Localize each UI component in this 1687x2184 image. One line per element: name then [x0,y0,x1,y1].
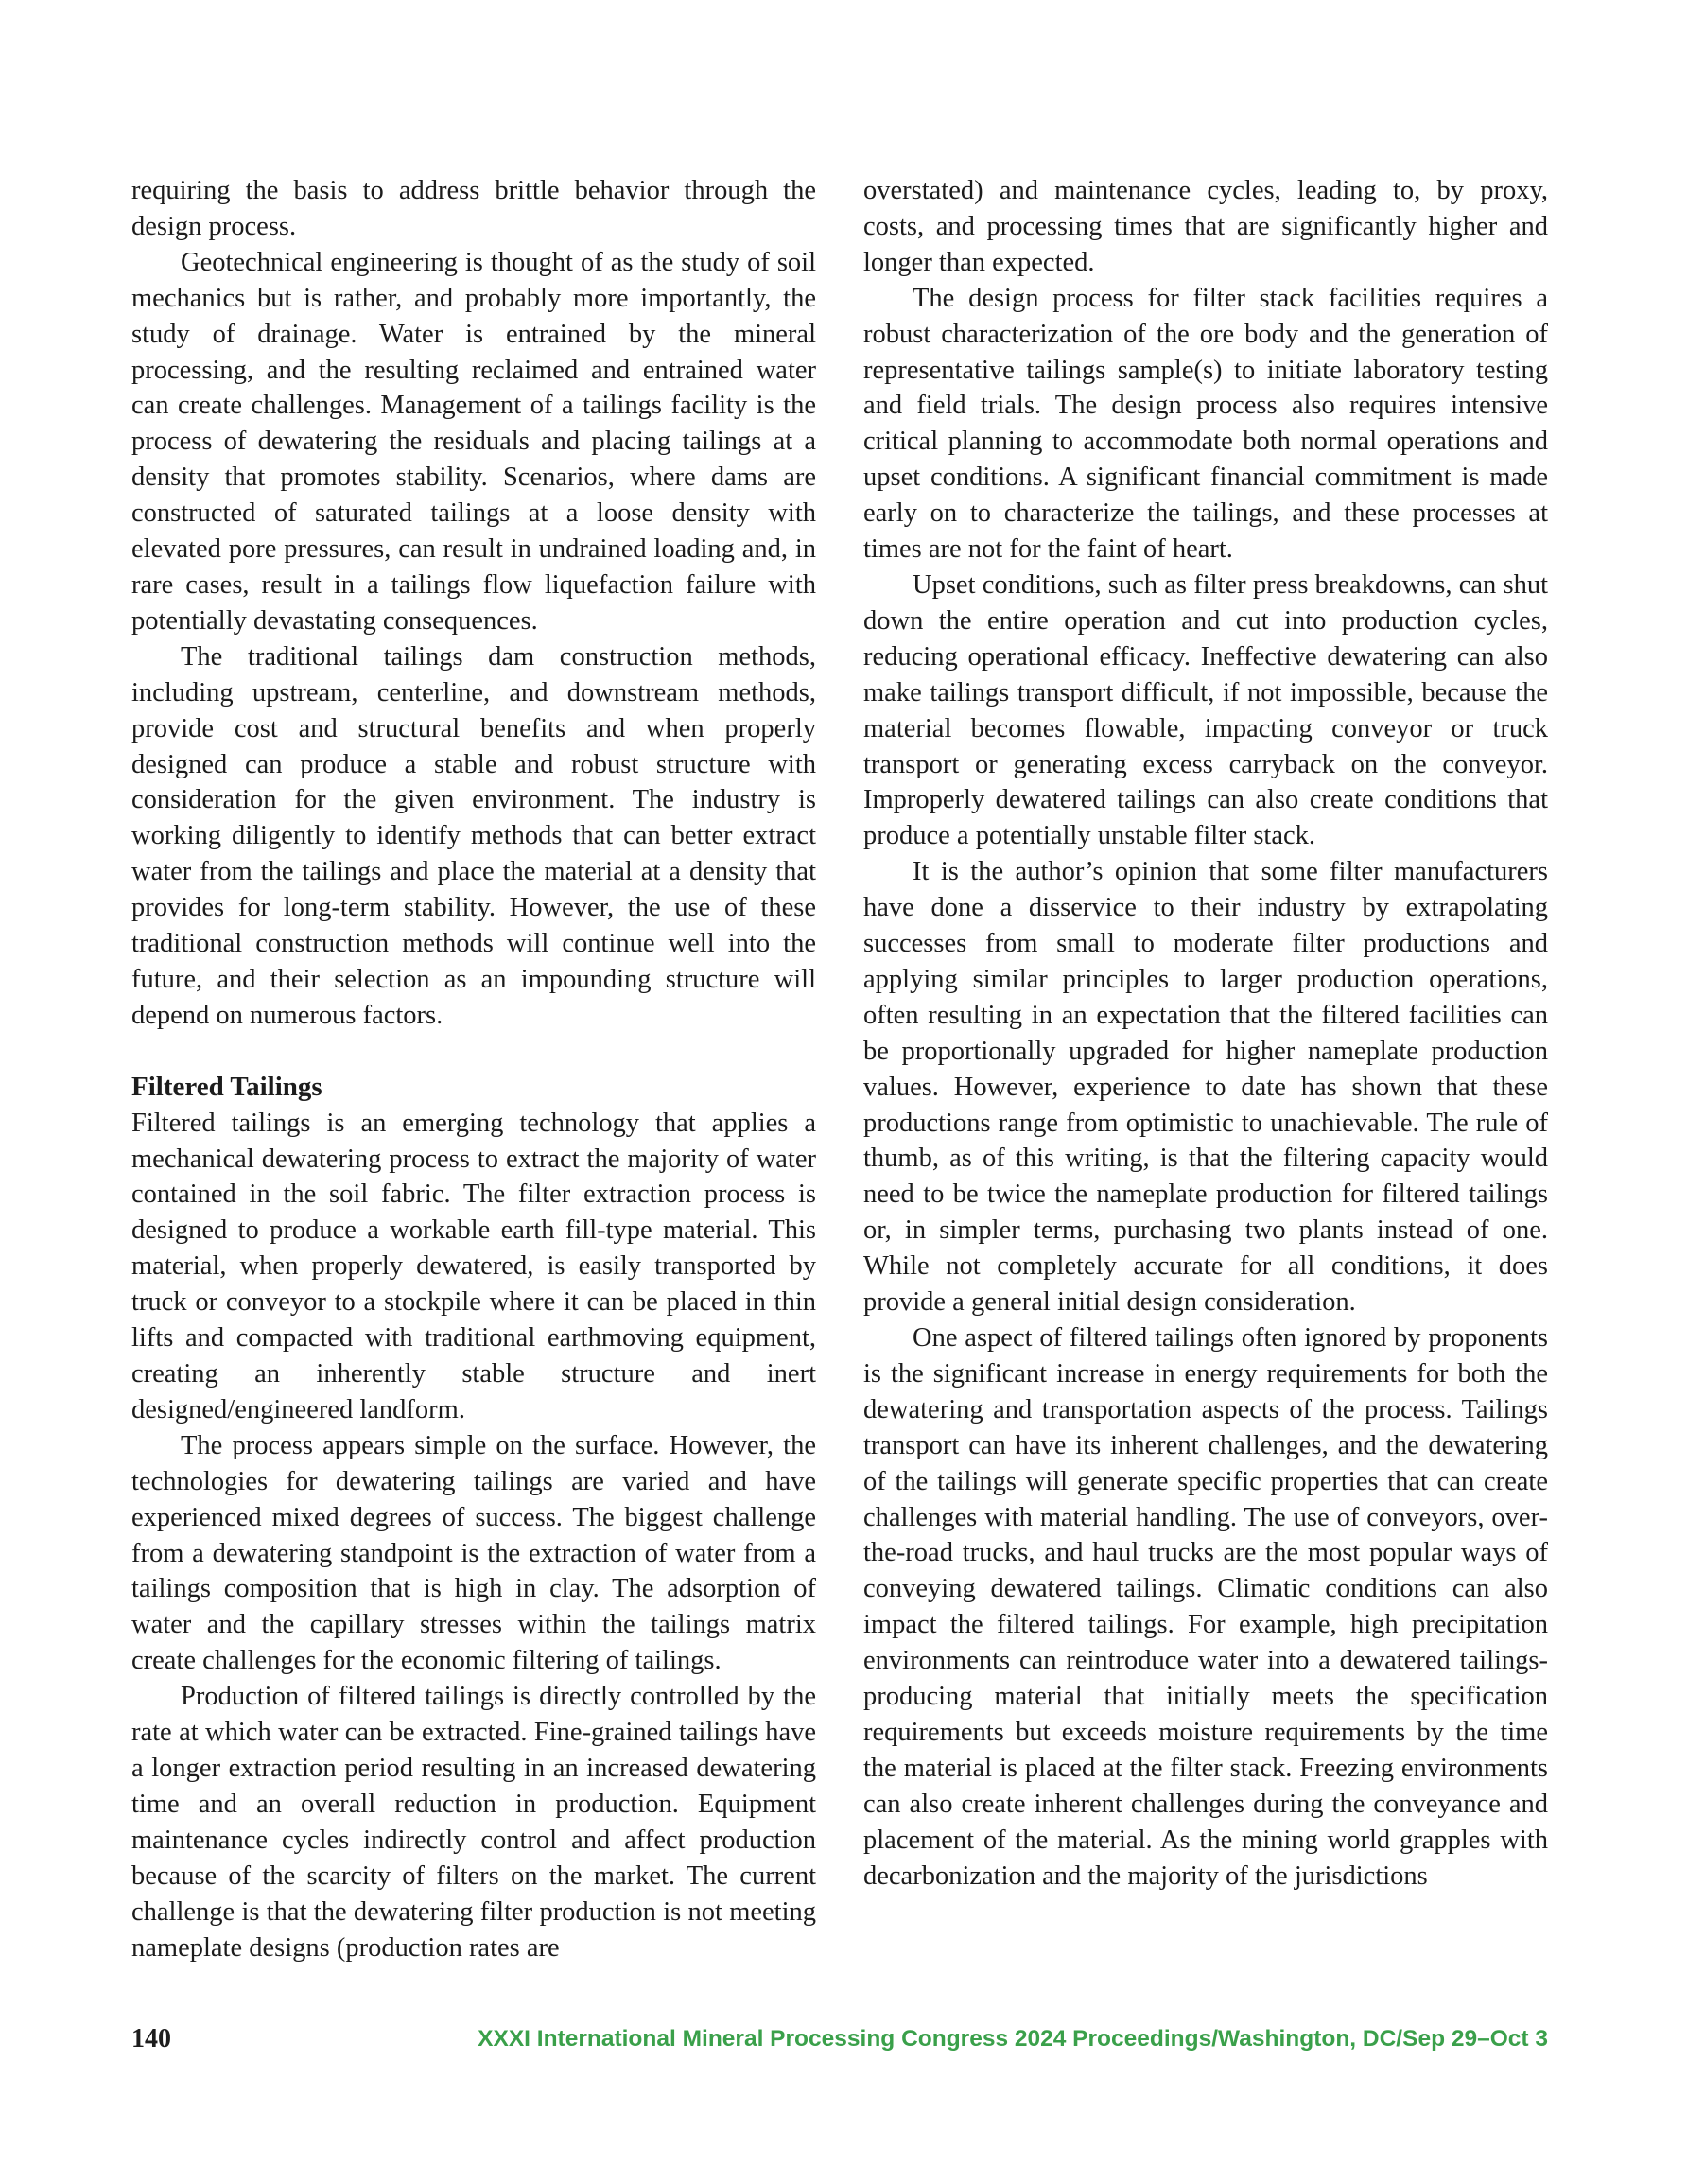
paragraph: overstated) and maintenance cycles, leading to, by proxy, costs, and processing times that are significantly higher and longer than expected. [863,176,1548,277]
paragraph: It is the author’s opinion that some filter manufacturers have done a disservice to their industry by extrapolating successes from small to moderate filter productions and applying similar principles to larger production operations, often resulting in an expectation that the filtered facilities can be proportionally upgraded for higher nameplate production values. However, experience to date has shown that these productions range from optimistic to unachievable. The rule of thumb, as of this writing, is that the filtering capacity would need to be twice the nameplate production for filtered tailings or, in simpler terms, purchasing two plants instead of one. While not completely accurate for all conditions, it does provide a general initial design consideration. [863,857,1548,1318]
paragraph: Upset conditions, such as filter press breakdowns, can shut down the entire operation and cut into production cycles, reducing operational efficacy. Ineffective dewatering can also make tailings transport difficult, if not impossible, because the material becomes flowable, impacting conveyor or truck transport or generating excess carryback on the conveyor. Improperly dewatered tailings can also create conditions that produce a potentially unstable filter stack. [863,569,1548,851]
paragraph: Geotechnical engineering is thought of as the study of soil mechanics but is rather, and probably more importantly, the study of drainage. Water is entrained by the mineral processing, and the resulting reclaimed and entrained water can create challenges. Management of a tailings facility is the process of dewatering the residuals and placing tailings at a density that promotes stability. Scenarios, where dams are constructed of saturated tailings at a loose density with elevated pore pressures, can result in undrained loading and, in rare cases, result in a tailings flow liquefaction failure with potentially devastating consequences. [131,247,816,636]
paragraph: Production of filtered tailings is directly controlled by the rate at which water can be extracted. Fine-grained tailings have a longer extraction period resulting in an increased dewatering time and an overall reduction in production. Equipment maintenance cycles indirectly control and affect production because of the scarcity of filters on the market. The current challenge is that the dewatering filter production is not meeting nameplate designs (production rates are [131,1682,816,1963]
paragraph: requiring the basis to address brittle behavior through the design process. [131,176,816,241]
right-text-column [863,173,1548,1895]
page-number: 140 [131,2024,171,2053]
page-footer [131,2024,1548,2062]
paragraph: The design process for filter stack facilities requires a robust characterization of the ore body and the generation of representative tailings sample(s) to initiate laboratory testing and field trials. The design process also requires intensive critical planning to accommodate both normal operations and upset conditions. A significant financial commitment is made early on to characterize the tailings, and these processes at times are not for the faint of heart. [863,283,1548,565]
left-text-column [131,173,816,1966]
paragraph: One aspect of filtered tailings often ignored by proponents is the significant increase in energy requirements for both the dewatering and transportation aspects of the process. Tailings transport can have its inherent challenges, and the dewatering of the tailings will generate specific properties that can create challenges with material handling. The use of conveyors, over-the-road trucks, and haul trucks are the most popular ways of conveying dewatered tailings. Climatic conditions can also impact the filtered tailings. For example, high precipitation environments can reintroduce water into a dewatered tailings-producing material that initially meets the specification requirements but exceeds moisture requirements by the time the material is placed at the filter stack. Freezing environments can also create inherent challenges during the conveyance and placement of the material. As the mining world grapples with decarbonization and the majority of the jurisdictions [863,1323,1548,1891]
section-heading: Filtered Tailings [131,1071,322,1102]
paragraph: The process appears simple on the surface. However, the technologies for dewatering tailings are varied and have experienced mixed degrees of success. The biggest challenge from a dewatering standpoint is the extraction of water from a tailings composition that is high in clay. The adsorption of water and the capillary stresses within the tailings matrix create challenges for the economic filtering of tailings. [131,1430,816,1676]
publication-line: XXXI International Mineral Processing Congress 2024 Proceedings/Washington, DC/Sep 29–Oct 3 [478,2026,1548,2052]
paragraph: Filtered tailings is an emerging technology that applies a mechanical dewatering process to extract the majority of water contained in the soil fabric. The filter extraction process is designed to produce a workable earth fill-type material. This material, when properly dewatered, is easily transported by truck or conveyor to a stockpile where it can be placed in thin lifts and compacted with traditional earthmoving equipment, creating an inherently stable structure and inert designed/engineered landform. [131,1108,816,1424]
paragraph: The traditional tailings dam construction methods, including upstream, centerline, and downstream methods, provide cost and structural benefits and when properly designed can produce a stable and robust structure with consideration for the given environment. The industry is working diligently to identify methods that can better extract water from the tailings and place the material at a density that provides for long-term stability. However, the use of these traditional construction methods will continue well into the future, and their selection as an impounding structure will depend on numerous factors. [131,641,816,1030]
